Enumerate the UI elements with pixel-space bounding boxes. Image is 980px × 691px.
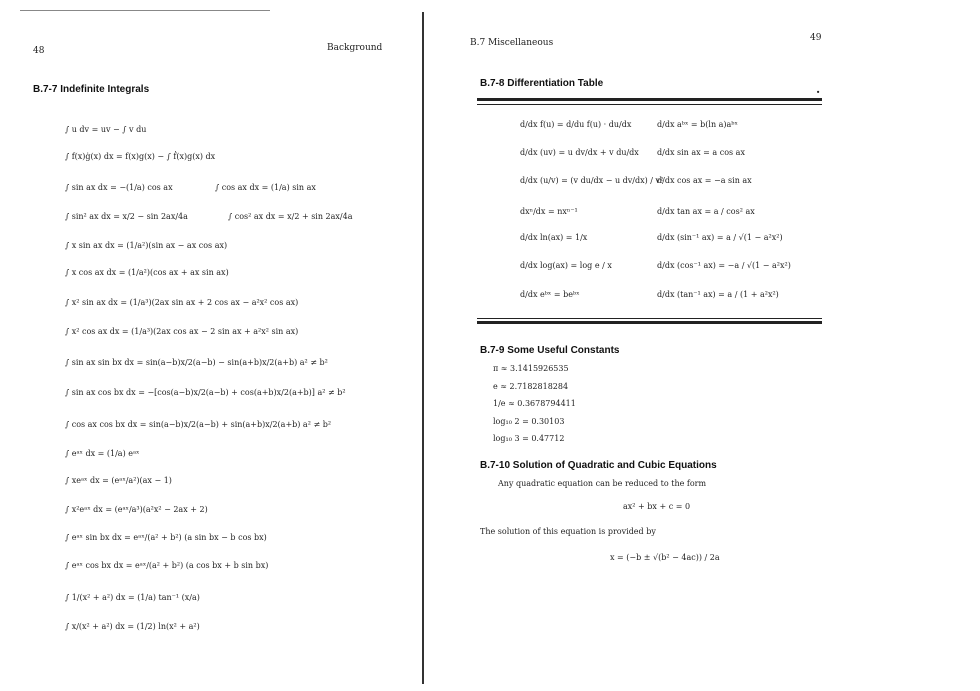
- integral-line: ∫ x/(x² + a²) dx = (1/2) ln(x² + a²): [65, 622, 200, 631]
- section-title: B.7-9 Some Useful Constants: [480, 345, 620, 356]
- integral-line: ∫ eᵃˣ dx = (1/a) eᵃˣ: [65, 449, 140, 458]
- integral-line: ∫ f(x)ġ(x) dx = f(x)g(x) − ∫ ḟ(x)g(x) dx: [65, 152, 216, 161]
- integral-line: ∫ x cos ax dx = (1/a²)(cos ax + ax sin ax): [65, 268, 229, 277]
- section-title: B.7-10 Solution of Quadratic and Cubic Equations: [480, 460, 717, 471]
- integral-line: ∫ sin² ax dx = x/2 − sin 2ax/4a: [65, 212, 188, 221]
- page-number: 49: [810, 33, 822, 43]
- constant-line: log₁₀ 3 = 0.47712: [493, 434, 565, 443]
- diff-line: d/dx eᵇˣ = beᵇˣ: [520, 290, 580, 299]
- integral-line: ∫ eᵃˣ sin bx dx = eᵃˣ/(a² + b²) (a sin bx − b cos bx): [65, 533, 267, 542]
- diff-line: d/dx cos ax = −a sin ax: [657, 176, 752, 185]
- diff-line: d/dx tan ax = a / cos² ax: [657, 207, 755, 216]
- table-top-rule-thin: [477, 104, 822, 105]
- paragraph-text: Any quadratic equation can be reduced to the form: [498, 479, 707, 488]
- integral-line: ∫ xeᵃˣ dx = (eᵃˣ/a²)(ax − 1): [65, 476, 172, 485]
- section-title: B.7-8 Differentiation Table: [480, 78, 604, 89]
- integral-line: ∫ sin ax cos bx dx = −[cos(a−b)x/2(a−b) + cos(a+b)x/2(a+b)] a² ≠ b²: [65, 388, 346, 397]
- integral-line: ∫ x² sin ax dx = (1/a³)(2ax sin ax + 2 cos ax − a²x² cos ax): [65, 298, 299, 307]
- dot-mark: .: [816, 82, 821, 96]
- left-page: [0, 0, 422, 691]
- integral-line: ∫ sin ax sin bx dx = sin(a−b)x/2(a−b) − sin(a+b)x/2(a+b) a² ≠ b²: [65, 358, 328, 367]
- constant-line: 1/e ≈ 0.3678794411: [493, 399, 576, 408]
- section-title: B.7-7 Indefinite Integrals: [33, 84, 150, 95]
- integral-line: ∫ 1/(x² + a²) dx = (1/a) tan⁻¹ (x/a): [65, 593, 200, 602]
- diff-line: d/dx aᵇˣ = b(ln a)aᵇˣ: [657, 120, 738, 129]
- table-top-rule: [477, 98, 822, 101]
- integral-line: ∫ sin ax dx = −(1/a) cos ax: [65, 183, 173, 192]
- constant-line: log₁₀ 2 = 0.30103: [493, 417, 565, 426]
- constant-line: e ≈ 2.7182818284: [493, 382, 569, 391]
- integral-line: ∫ cos ax dx = (1/a) sin ax: [215, 183, 316, 192]
- quadratic-solution: x = (−b ± √(b² − 4ac)) / 2a: [610, 553, 720, 562]
- diff-line: d/dx (cos⁻¹ ax) = −a / √(1 − a²x²): [657, 261, 791, 270]
- diff-line: d/dx sin ax = a cos ax: [657, 148, 745, 157]
- table-bottom-rule-thin: [477, 318, 822, 319]
- quadratic-equation: ax² + bx + c = 0: [623, 502, 691, 511]
- integral-line: ∫ x² cos ax dx = (1/a³)(2ax cos ax − 2 sin ax + a²x² sin ax): [65, 327, 299, 336]
- diff-line: d/dx f(u) = d/du f(u) · du/dx: [520, 120, 632, 129]
- paragraph-text: The solution of this equation is provided by: [480, 527, 656, 536]
- diff-line: d/dx ln(ax) = 1/x: [520, 233, 588, 242]
- diff-line: d/dx (tan⁻¹ ax) = a / (1 + a²x²): [657, 290, 779, 299]
- running-head: Background: [327, 43, 383, 53]
- constant-line: π ≈ 3.1415926535: [493, 364, 569, 373]
- integral-line: ∫ u dv = uv − ∫ v du: [65, 125, 147, 134]
- diff-line: d/dx (sin⁻¹ ax) = a / √(1 − a²x²): [657, 233, 783, 242]
- running-head: B.7 Miscellaneous: [470, 38, 554, 48]
- integral-line: ∫ cos² ax dx = x/2 + sin 2ax/4a: [228, 212, 353, 221]
- right-page: [425, 0, 980, 691]
- integral-line: ∫ eᵃˣ cos bx dx = eᵃˣ/(a² + b²) (a cos bx + b sin bx): [65, 561, 269, 570]
- diff-line: d/dx (u/v) = (v du/dx − u dv/dx) / v²: [520, 176, 664, 185]
- page-number: 48: [33, 46, 45, 56]
- integral-line: ∫ cos ax cos bx dx = sin(a−b)x/2(a−b) + sin(a+b)x/2(a+b) a² ≠ b²: [65, 420, 332, 429]
- table-bottom-rule: [477, 321, 822, 324]
- diff-line: dxⁿ/dx = nxⁿ⁻¹: [520, 207, 578, 216]
- integral-line: ∫ x²eᵃˣ dx = (eᵃˣ/a³)(a²x² − 2ax + 2): [65, 505, 208, 514]
- diff-line: d/dx log(ax) = log e / x: [520, 261, 612, 270]
- integral-line: ∫ x sin ax dx = (1/a²)(sin ax − ax cos ax): [65, 241, 228, 250]
- diff-line: d/dx (uv) = u dv/dx + v du/dx: [520, 148, 639, 157]
- book-spine: [422, 12, 424, 684]
